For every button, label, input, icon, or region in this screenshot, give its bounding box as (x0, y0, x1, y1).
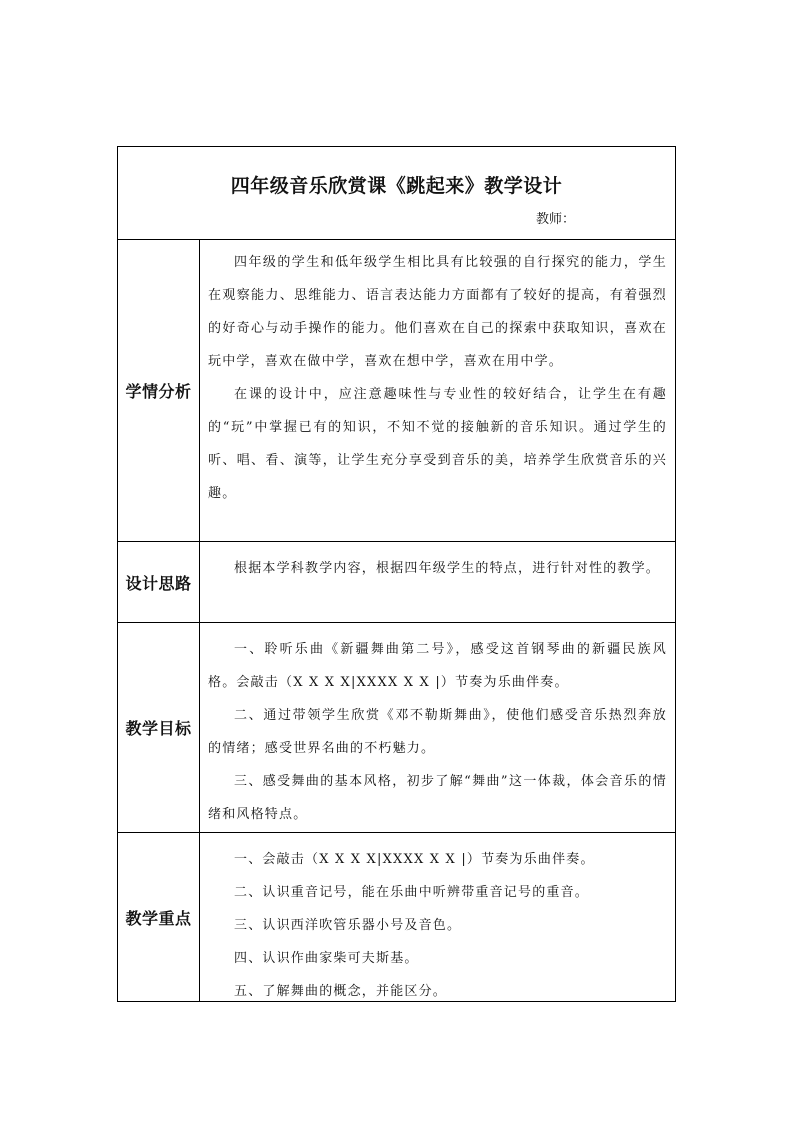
section-label: 学情分析 (118, 240, 200, 541)
paragraph: 三、感受舞曲的基本风格，初步了解“舞曲”这一体裁，体会音乐的情绪和风格特点。 (208, 774, 667, 822)
section-content (200, 833, 675, 1001)
lesson-plan-table (117, 146, 676, 1002)
paragraph: 一、聆听乐曲《新疆舞曲第二号》，感受这首钢琴曲的新疆民族风格。会敲击（X X X X|XXXX X X |）节奏为乐曲伴奏。 (208, 642, 667, 690)
paragraph: 五、了解舞曲的概念，并能区分。 (234, 984, 448, 999)
paragraph: 四年级的学生和低年级学生相比具有比较强的自行探究的能力，学生在观察能力、思维能力、语言表达能力方面都有了较好的提高，有着强烈的好奇心与动手操作的能力。他们喜欢在自己的探索中获取知识，喜欢在玩中学，喜欢在做中学，喜欢在想中学，喜欢在用中学。 (208, 255, 667, 369)
paragraph: 根据本学科教学内容，根据四年级学生的特点，进行针对性的教学。 (234, 561, 661, 576)
paragraph: 三、认识西洋吹管乐器小号及音色。 (234, 918, 462, 933)
paragraph: 四、认识作曲家柴可夫斯基。 (234, 951, 419, 966)
paragraph: 二、通过带领学生欣赏《邓不勒斯舞曲》，使他们感受音乐热烈奔放的情绪；感受世界名曲的不朽魅力。 (208, 708, 667, 756)
section-row-design-idea (118, 542, 675, 623)
section-label: 设计思路 (118, 542, 200, 622)
section-row-teaching-focus (118, 833, 675, 1001)
paragraph: 在课的设计中，应注意趣味性与专业性的较好结合，让学生在有趣的“玩”中掌握已有的知识，不知不觉的接触新的音乐知识。通过学生的听、唱、看、演等，让学生充分享受到音乐的美，培养学生欣赏音乐的兴趣。 (208, 387, 667, 501)
section-content (200, 542, 675, 622)
section-row-student-analysis (118, 240, 675, 542)
section-label: 教学目标 (118, 623, 200, 832)
document-title: 四年级音乐欣赏课《跳起来》教学设计 (230, 175, 563, 197)
teacher-label: 教师： (536, 212, 576, 227)
section-label: 教学重点 (118, 833, 200, 1001)
paragraph: 二、认识重音记号，能在乐曲中听辨带重音记号的重音。 (234, 885, 590, 900)
title-cell (118, 147, 675, 240)
section-row-teaching-goals (118, 623, 675, 833)
section-content (200, 623, 675, 832)
section-content (200, 240, 675, 541)
paragraph: 一、会敲击（X X X X|XXXX X X |）节奏为乐曲伴奏。 (234, 852, 595, 867)
